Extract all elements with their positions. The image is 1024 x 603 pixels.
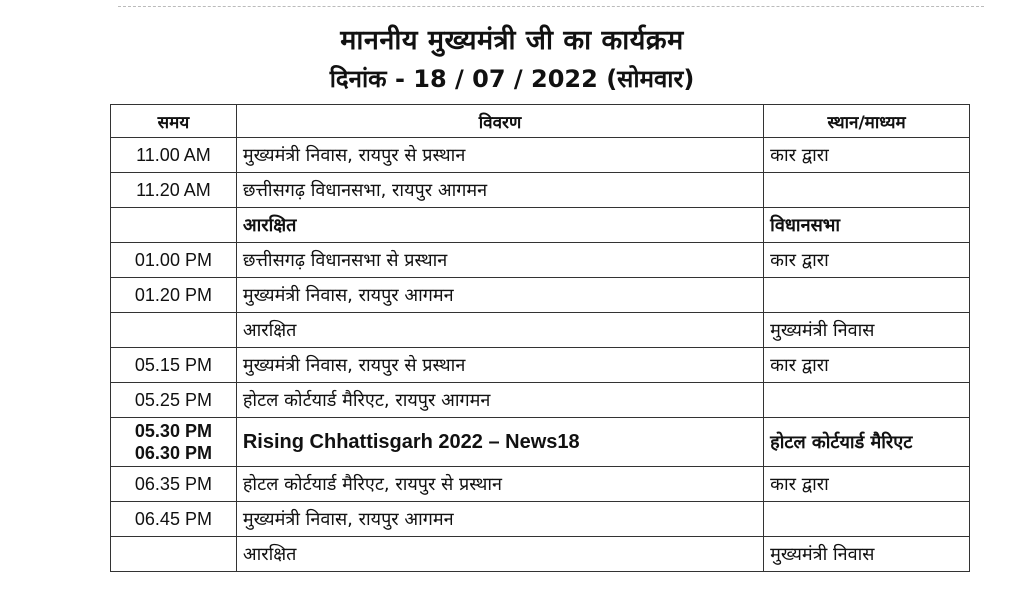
row-time-start: 05.30 PM — [134, 421, 212, 441]
row-time: 05.15 PM — [111, 348, 237, 383]
column-header-time: समय — [111, 105, 237, 138]
row-place — [764, 383, 970, 418]
table-row — [111, 208, 970, 243]
row-place: कार द्वारा — [764, 348, 970, 383]
row-time: 06.35 PM — [111, 467, 237, 502]
row-description: Rising Chhattisgarh 2022 – News18 — [236, 418, 763, 467]
table-row — [111, 383, 970, 418]
row-time-range — [111, 418, 237, 467]
row-time-end: 06.30 PM — [134, 443, 212, 463]
row-place: मुख्यमंत्री निवास — [764, 313, 970, 348]
row-time — [111, 208, 237, 243]
row-place: कार द्वारा — [764, 138, 970, 173]
row-description: मुख्यमंत्री निवास, रायपुर आगमन — [236, 502, 763, 537]
table-row — [111, 537, 970, 572]
row-description: मुख्यमंत्री निवास, रायपुर से प्रस्थान — [236, 138, 763, 173]
row-time: 11.20 AM — [111, 173, 237, 208]
row-description: आरक्षित — [236, 208, 763, 243]
row-description: मुख्यमंत्री निवास, रायपुर से प्रस्थान — [236, 348, 763, 383]
row-place — [764, 502, 970, 537]
row-time: 01.00 PM — [111, 243, 237, 278]
date-line: दिनांक - 18 / 07 / 2022 (सोमवार) — [329, 65, 695, 93]
row-time: 06.45 PM — [111, 502, 237, 537]
top-border-line — [118, 6, 984, 7]
table-row — [111, 243, 970, 278]
row-time: 05.25 PM — [111, 383, 237, 418]
row-time — [111, 313, 237, 348]
row-description: छत्तीसगढ़ विधानसभा, रायपुर आगमन — [236, 173, 763, 208]
row-description: होटल कोर्टयार्ड मैरिएट, रायपुर से प्रस्थान — [236, 467, 763, 502]
row-time: 01.20 PM — [111, 278, 237, 313]
table-row — [111, 278, 970, 313]
page-title: माननीय मुख्यमंत्री जी का कार्यक्रम — [340, 25, 684, 56]
row-place: मुख्यमंत्री निवास — [764, 537, 970, 572]
row-place: कार द्वारा — [764, 243, 970, 278]
row-time: 11.00 AM — [111, 138, 237, 173]
row-place: विधानसभा — [764, 208, 970, 243]
table-row — [111, 502, 970, 537]
table-row-event — [111, 418, 970, 467]
column-header-description: विवरण — [236, 105, 763, 138]
row-place: होटल कोर्टयार्ड मैरिएट — [764, 418, 970, 467]
row-description: आरक्षित — [236, 313, 763, 348]
schedule-table — [110, 104, 970, 572]
row-place — [764, 173, 970, 208]
table-row — [111, 138, 970, 173]
row-place — [764, 278, 970, 313]
row-description: होटल कोर्टयार्ड मैरिएट, रायपुर आगमन — [236, 383, 763, 418]
table-row — [111, 173, 970, 208]
row-description: छत्तीसगढ़ विधानसभा से प्रस्थान — [236, 243, 763, 278]
row-place: कार द्वारा — [764, 467, 970, 502]
table-row — [111, 467, 970, 502]
table-row — [111, 313, 970, 348]
column-header-place: स्थान/माध्यम — [764, 105, 970, 138]
row-time — [111, 537, 237, 572]
row-description: आरक्षित — [236, 537, 763, 572]
table-row — [111, 348, 970, 383]
row-description: मुख्यमंत्री निवास, रायपुर आगमन — [236, 278, 763, 313]
table-header-row — [111, 105, 970, 138]
